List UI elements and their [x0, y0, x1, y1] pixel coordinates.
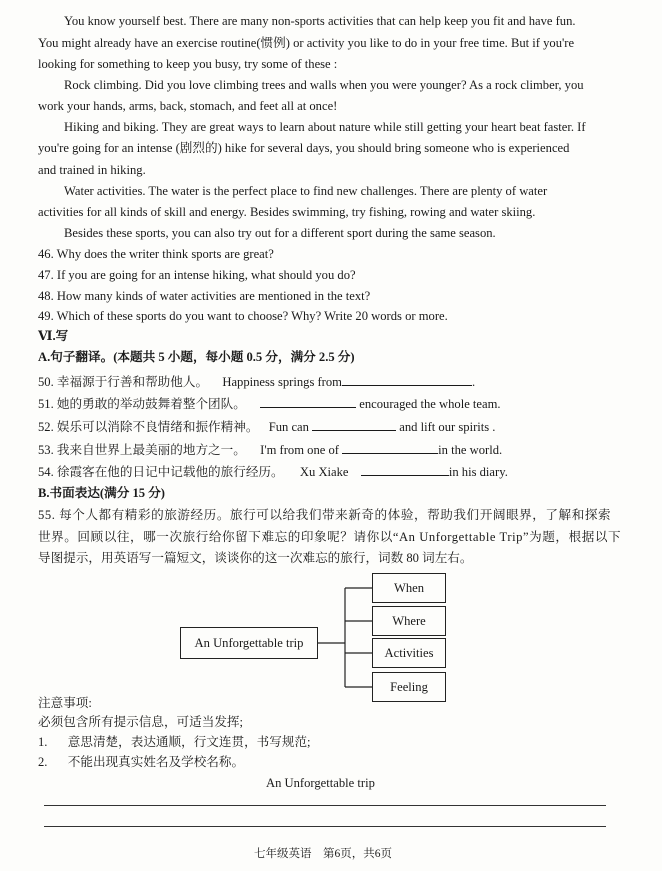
passage-p4-line1: Water activities. The water is the perfect place to find new challenges. There are plenty of water: [64, 184, 548, 198]
section-title: Ⅵ.写: [38, 329, 69, 343]
writing-prompt-line1: 55. 每个人都有精彩的旅游经历。旅行可以给我们带来新奇的体验，帮助我们开阔眼界，了解和探索: [38, 508, 612, 522]
mindmap-node-activities: Activities: [372, 638, 446, 668]
passage-p5: Besides these sports, you can also try out for a different sport during the same season.: [64, 226, 496, 240]
notes-title: 注意事项:: [38, 696, 92, 710]
english-suffix: encouraged the whole team.: [359, 397, 501, 411]
question-48: 48. How many kinds of water activities are mentioned in the text?: [38, 289, 371, 303]
item-number: 53.: [38, 443, 54, 457]
notes-item-text: 不能出现真实姓名及学校名称。: [67, 755, 245, 769]
chinese-sentence: 我来自世界上最美丽的地方之一。: [56, 443, 246, 457]
item-number: 51.: [38, 397, 54, 411]
part-b-heading: B.书面表达(满分 15 分): [38, 486, 165, 500]
english-suffix: in his diary.: [448, 465, 508, 479]
english-suffix: .: [471, 375, 476, 389]
passage-p1-line3: looking for something to keep you busy, try some of these :: [38, 57, 338, 71]
notes-item-number: 2.: [38, 755, 48, 769]
english-prefix: Happiness springs from: [222, 375, 342, 389]
english-suffix: and lift our spirits .: [399, 420, 496, 434]
question-46: 46. Why does the writer think sports are great?: [38, 247, 274, 261]
passage-p1-line1: You know yourself best. There are many non-sports activities that can help keep you fit and have fun.: [64, 14, 576, 28]
chinese-sentence: 徐霞客在他的日记中记载他的旅行经历。: [56, 465, 284, 479]
item-number: 54.: [38, 465, 54, 479]
english-prefix: Xu Xiake: [299, 465, 349, 479]
writing-prompt-line3: 导图提示，用英语写一篇短文，谈谈你的这一次难忘的旅行，词数 80 词左右。: [38, 551, 473, 565]
chinese-sentence: 幸福源于行善和帮助他人。: [56, 375, 209, 389]
question-47: 47. If you are going for an intense hiking, what should you do?: [38, 268, 356, 282]
chinese-sentence: 她的勇敢的举动鼓舞着整个团队。: [56, 397, 246, 411]
notes-item-2: [38, 755, 244, 770]
mindmap-node-where: Where: [372, 606, 446, 636]
mindmap-center-node: An Unforgettable trip: [180, 627, 318, 659]
writing-line[interactable]: [44, 805, 606, 806]
mindmap-node-when: When: [372, 573, 446, 603]
passage-p2-line1: Rock climbing. Did you love climbing trees and walls when you were younger? As a rock climber, you: [64, 78, 584, 92]
passage-p3-line1: Hiking and biking. They are great ways to learn about nature while still getting your heart beat faster. If: [64, 120, 586, 134]
essay-title: An Unforgettable trip: [266, 776, 375, 790]
part-a-heading: A.句子翻译。(本题共 5 小题，每小题 0.5 分，满分 2.5 分): [38, 350, 355, 364]
question-49: 49. Which of these sports do you want to choose? Why? Write 20 words or more.: [38, 309, 448, 323]
english-prefix: I'm from one of: [260, 443, 339, 457]
writing-line[interactable]: [44, 826, 606, 827]
chinese-sentence: 娱乐可以消除不良情绪和振作精神。: [56, 420, 259, 434]
item-number: 52.: [38, 420, 54, 434]
notes-item-1: [38, 735, 311, 750]
english-suffix: in the world.: [438, 443, 503, 457]
item-number: 50.: [38, 375, 54, 389]
writing-prompt-line2: 世界。回顾以往，哪一次旅行给你留下难忘的印象呢？请你以“An Unforgettable Trip”为题，根据以下: [38, 530, 622, 544]
english-prefix: Fun can: [268, 420, 309, 434]
passage-p1-line2: You might already have an exercise routine(惯例) or activity you like to do in your free time. But if you're: [38, 36, 575, 50]
notes-intro: 必须包含所有提示信息，可适当发挥;: [38, 715, 243, 729]
passage-p3-line2: you're going for an intense (剧烈的) hike for several days, you should bring someone who is experienced: [38, 141, 570, 155]
mindmap-node-feeling: Feeling: [372, 672, 446, 702]
notes-item-text: 意思清楚，表达通顺，行文连贯，书写规范;: [67, 735, 311, 749]
passage-p3-line3: and trained in hiking.: [38, 163, 146, 177]
passage-p4-line2: activities for all kinds of skill and energy. Besides swimming, try fishing, rowing and water skiing.: [38, 205, 536, 219]
passage-p2-line2: work your hands, arms, back, stomach, and feet all at once!: [38, 99, 338, 113]
notes-item-number: 1.: [38, 735, 48, 749]
page-footer: 七年级英语 第6页，共6页: [254, 848, 392, 860]
